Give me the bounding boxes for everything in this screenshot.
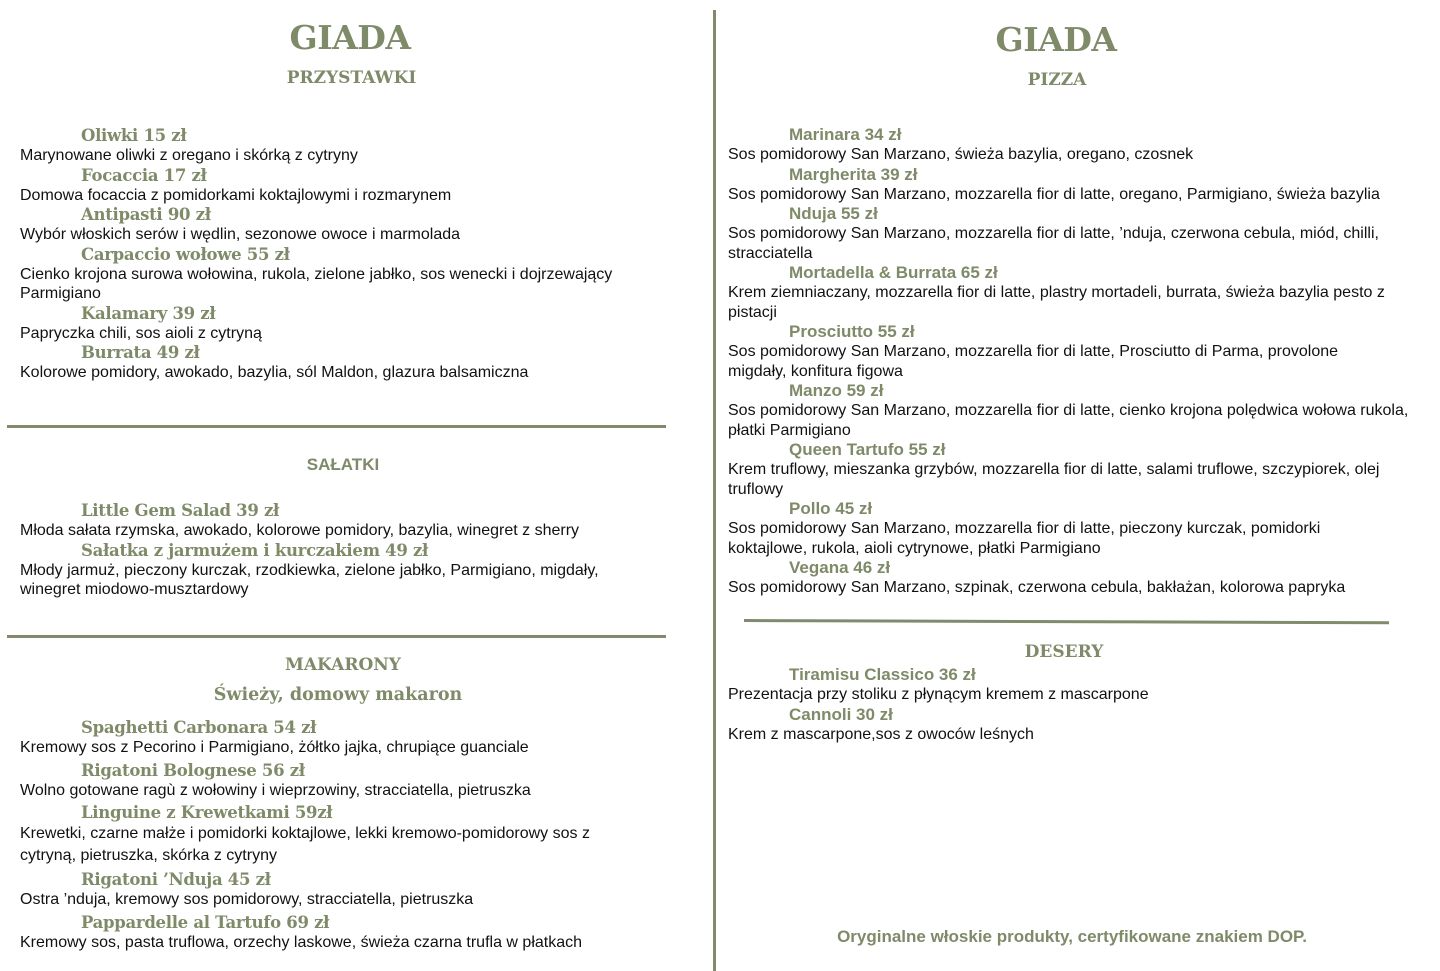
item-name: Prosciutto 55 zł [789, 322, 915, 341]
item-description: Marynowane oliwki z oregano i skórką z cytryny [20, 147, 358, 164]
item-name: Pollo 45 zł [789, 499, 873, 518]
rule-after-salatki [7, 635, 666, 638]
menu-item [728, 381, 1433, 440]
menu-item [728, 165, 1433, 205]
item-description: Krem z mascarpone,sos z owoców leśnych [728, 725, 1034, 743]
item-name: Queen Tartufo 55 zł [789, 440, 946, 459]
salatki-list [20, 501, 680, 600]
menu-item [728, 440, 1433, 499]
item-name: Burrata 49 zł [81, 343, 200, 362]
rule-after-pizza [744, 619, 1389, 624]
menu-item [728, 558, 1433, 598]
menu-item [20, 304, 680, 344]
item-description: Sos pomidorowy San Marzano, mozzarella fior di latte, cienko krojona polędwica wołowa rukola, płatki Parmigiano [728, 402, 1409, 439]
item-name: Spaghetti Carbonara 54 zł [81, 718, 317, 737]
left-brand-title: GIADA [289, 18, 411, 57]
item-description: Kolorowe pomidory, awokado, bazylia, sól Maldon, glazura balsamiczna [20, 364, 529, 381]
item-name: Kalamary 39 zł [81, 303, 216, 323]
salatki-heading: SAŁATKI [306, 455, 380, 474]
item-description: Papryczka chili, sos aioli z cytryną [20, 324, 262, 342]
item-description: Sos pomidorowy San Marzano, świeża bazylia, oregano, czosnek [728, 146, 1194, 163]
item-description: Sos pomidorowy San Marzano, mozzarella fior di latte, oregano, Parmigiano, świeża bazylia [728, 185, 1380, 203]
item-name: Margherita 39 zł [789, 164, 918, 184]
item-description: Młody jarmuż, pieczony kurczak, rzodkiewka, zielone jabłko, Parmigiano, migdały, winegret miodowo-musztardowy [20, 561, 599, 598]
menu-item [20, 870, 680, 910]
pizza-list [728, 125, 1433, 598]
menu-item [20, 913, 680, 953]
item-description: Krewetki, czarne małże i pomidorki koktajlowe, lekki kremowo-pomidorowy sos z cytryną, pietruszka, skórka z cytryny [20, 825, 590, 864]
menu-item [728, 125, 1433, 165]
menu-item [728, 322, 1433, 381]
menu-item [20, 718, 680, 758]
item-description: Cienko krojona surowa wołowina, rukola, zielone jabłko, sos wenecki i dojrzewający Parmigiano [20, 265, 613, 302]
item-name: Cannoli 30 zł [789, 704, 893, 724]
item-description: Kremowy sos, pasta truflowa, orzechy laskowe, świeża czarna trufla w płatkach [20, 933, 583, 951]
makarony-heading: MAKARONY [285, 655, 401, 675]
item-description: Krem ziemniaczany, mozzarella fior di latte, plastry mortadeli, burrata, świeża bazylia pesto z pistacji [728, 284, 1385, 321]
menu-item [728, 499, 1433, 558]
przystawki-heading: PRZYSTAWKI [286, 68, 417, 88]
item-name: Little Gem Salad 39 zł [81, 501, 280, 520]
menu-item [20, 205, 680, 245]
menu-item [20, 541, 680, 600]
item-description: Ostra ’nduja, kremowy sos pomidorowy, stracciatella, pietruszka [20, 891, 474, 908]
menu-item [20, 245, 680, 304]
item-description: Sos pomidorowy San Marzano, mozzarella fior di latte, ’nduja, czerwona cebula, miód, chilli, stracciatella [728, 225, 1379, 262]
menu-item [20, 343, 680, 383]
item-description: Domowa focaccia z pomidorkami koktajlowymi i rozmarynem [20, 186, 452, 204]
menu-item [20, 126, 680, 166]
item-name: Tiramisu Classico 36 zł [789, 665, 976, 684]
menu-item [728, 263, 1433, 322]
pizza-heading: PIZZA [1027, 70, 1087, 90]
menu-item [20, 761, 680, 801]
item-description: Kremowy sos z Pecorino i Parmigiano, żółtko jajka, chrupiące guanciale [20, 739, 529, 756]
menu-item [20, 166, 680, 206]
item-name: Focaccia 17 zł [81, 165, 207, 185]
item-description: Wybór włoskich serów i wędlin, sezonowe owoce i marmolada [20, 226, 461, 243]
item-name: Rigatoni ’Nduja 45 zł [81, 870, 271, 889]
item-description: Wolno gotowane ragù z wołowiny i wieprzowiny, stracciatella, pietruszka [20, 781, 531, 799]
item-description: Sos pomidorowy San Marzano, szpinak, czerwona cebula, bakłażan, kolorowa papryka [728, 579, 1346, 596]
item-name: Nduja 55 zł [789, 204, 878, 223]
item-name: Rigatoni Bolognese 56 zł [81, 760, 305, 780]
right-brand-title: GIADA [995, 20, 1117, 59]
item-description: Sos pomidorowy San Marzano, mozzarella fior di latte, Prosciutto di Parma, provolone migdały, konfitura figowa [728, 343, 1339, 380]
item-description: Krem truflowy, mieszanka grzybów, mozzarella fior di latte, salami truflowe, szczypiorek, olej truflowy [728, 461, 1380, 498]
item-name: Mortadella & Burrata 65 zł [789, 263, 998, 282]
item-name: Antipasti 90 zł [81, 205, 211, 224]
desery-list [728, 665, 1418, 744]
item-name: Marinara 34 zł [789, 125, 902, 144]
desery-heading: DESERY [1024, 642, 1104, 662]
menu-item [728, 665, 1418, 705]
item-name: Manzo 59 zł [789, 381, 884, 400]
item-name: Pappardelle al Tartufo 69 zł [81, 912, 330, 932]
item-description: Prezentacja przy stoliku z płynącym kremem z mascarpone [728, 686, 1149, 703]
item-name: Vegana 46 zł [789, 558, 891, 577]
item-description: Młoda sałata rzymska, awokado, kolorowe pomidory, bazylia, winegret z sherry [20, 522, 580, 539]
item-description: Sos pomidorowy San Marzano, mozzarella fior di latte, pieczony kurczak, pomidorki koktajlowe, rukola, aioli cytrynowe, płatki Parmigiano [728, 520, 1321, 557]
menu-item [20, 501, 680, 541]
item-name: Sałatka z jarmużem i kurczakiem 49 zł [81, 540, 429, 560]
makarony-list [20, 718, 680, 952]
item-name: Carpaccio wołowe 55 zł [81, 244, 290, 264]
item-name: Linguine z Krewetkami 59zł [81, 803, 333, 822]
menu-item [728, 705, 1418, 745]
przystawki-list [20, 126, 680, 383]
menu-item [20, 803, 680, 867]
footer-note: Oryginalne włoskie produkty, certyfikowane znakiem DOP. [837, 927, 1307, 946]
menu-item [728, 204, 1433, 263]
item-name: Oliwki 15 zł [81, 126, 187, 145]
rule-after-przystawki [7, 425, 666, 428]
makarony-subtitle: Świeży, domowy makaron [213, 685, 463, 705]
center-divider [713, 10, 716, 971]
